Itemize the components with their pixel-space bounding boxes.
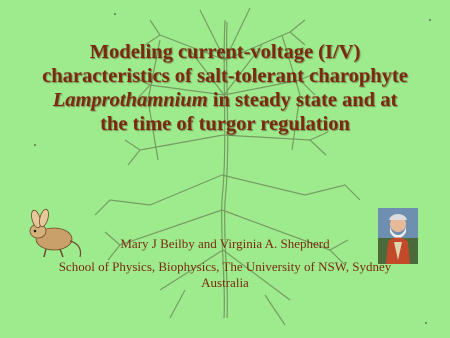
desert-mouse-illustration [16,205,86,265]
authors-line: Mary J Beilby and Virginia A. Shepherd [120,236,330,251]
title-text-1: Modeling current-voltage (I/V) characteristics of salt-tolerant charophyte [42,41,408,87]
title-species-name: Lamprothamnium [52,89,208,111]
slide-title [40,40,410,136]
affiliation-line: School of Physics, Biophysics, The University of NSW, Sydney Australia [58,259,392,290]
title-text-2: in steady state and at the time of turgor regulation [100,89,398,135]
